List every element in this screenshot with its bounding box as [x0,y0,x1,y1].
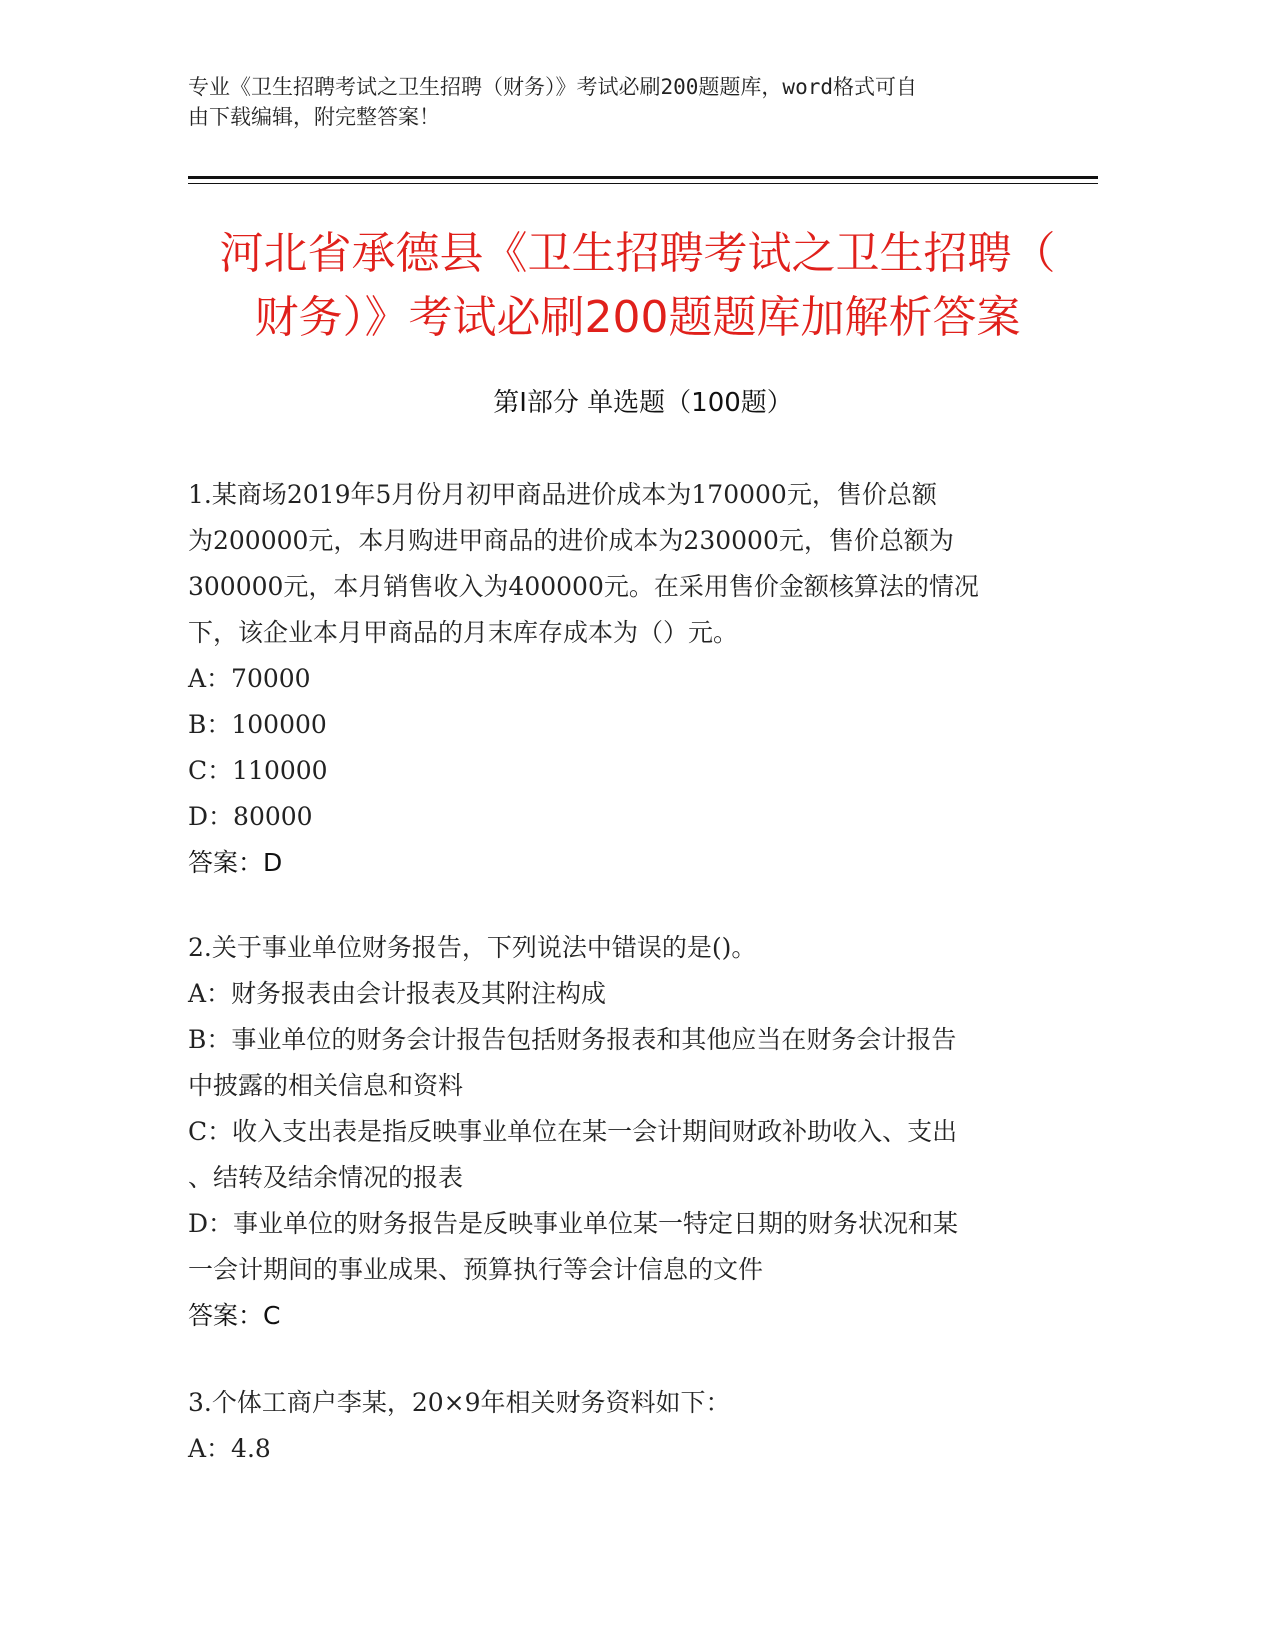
question-stem-line: 3.个体工商户李某，20×9年相关财务资料如下： [188,1388,731,1417]
document-title [160,222,1115,350]
header-divider-thin [188,183,1098,184]
document-title-line-1: 河北省承德县《卫生招聘考试之卫生招聘（ [219,228,1056,279]
option-c: C：110000 [188,756,328,785]
option-c-continued: 、结转及结余情况的报表 [188,1163,464,1192]
header-divider-thick [188,176,1098,179]
question-stem-line: 300000元，本月销售收入为400000元。在采用售价金额核算法的情况 [188,572,979,601]
option-d: D：80000 [188,802,313,831]
answer: 答案：D [188,848,283,877]
question-1 [188,472,1068,886]
question-3 [188,1380,1068,1472]
header-note [188,72,1068,132]
question-2 [188,925,1068,1339]
header-note-line-2: 由下载编辑，附完整答案！ [188,105,440,129]
option-a: A：4.8 [188,1434,271,1463]
option-a: A：财务报表由会计报表及其附注构成 [188,979,607,1008]
option-c: C：收入支出表是指反映事业单位在某一会计期间财政补助收入、支出 [188,1117,958,1146]
option-d-continued: 一会计期间的事业成果、预算执行等会计信息的文件 [188,1255,764,1284]
header-note-line-1: 专业《卫生招聘考试之卫生招聘（财务）》考试必刷200题题库，word格式可自 [188,75,917,99]
section-title: 第Ⅰ部分 单选题（100题） [493,388,793,418]
document-title-line-2: 财务）》考试必刷200题题库加解析答案 [254,292,1021,343]
option-d: D：事业单位的财务报告是反映事业单位某一特定日期的财务状况和某 [188,1209,959,1238]
question-stem-line: 1.某商场2019年5月份月初甲商品进价成本为170000元，售价总额 [188,480,937,509]
option-a: A：70000 [188,664,311,693]
answer: 答案：C [188,1301,281,1330]
question-stem-line: 为200000元，本月购进甲商品的进价成本为230000元，售价总额为 [188,526,954,555]
question-stem-line: 2.关于事业单位财务报告，下列说法中错误的是()。 [188,933,757,962]
option-b-continued: 中披露的相关信息和资料 [188,1071,464,1100]
question-stem-line: 下，该企业本月甲商品的月末库存成本为（）元。 [188,618,739,647]
option-b: B：100000 [188,710,327,739]
option-b: B：事业单位的财务会计报告包括财务报表和其他应当在财务会计报告 [188,1025,957,1054]
